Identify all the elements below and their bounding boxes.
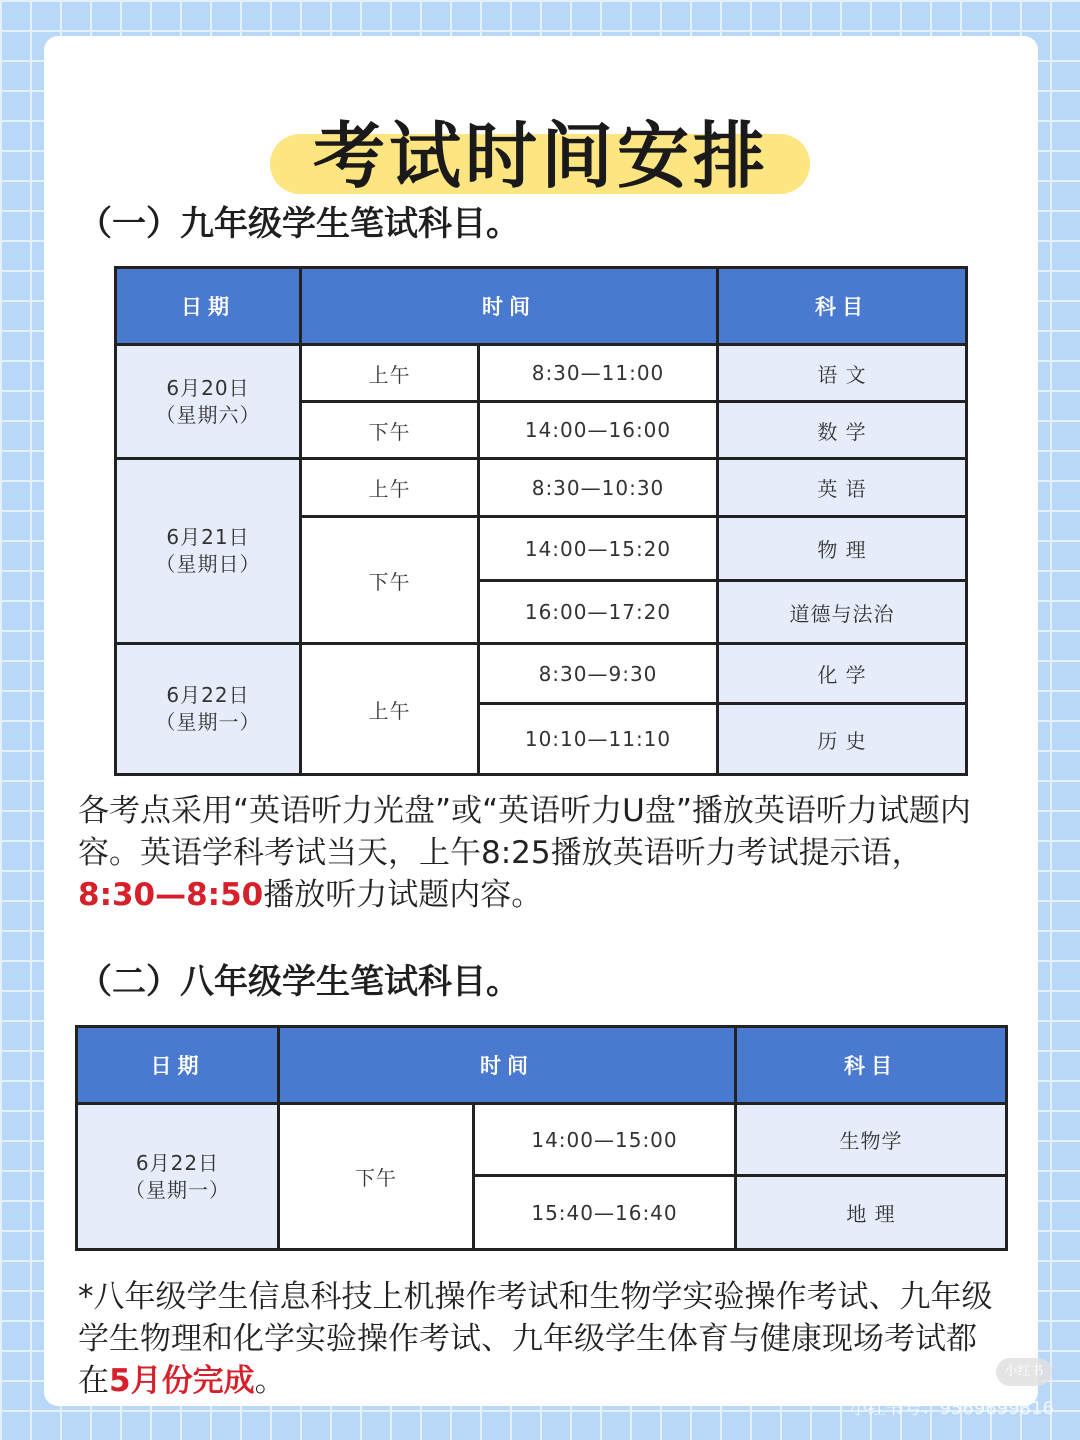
time-cell: 8:30—11:00	[479, 345, 718, 402]
table-row	[116, 459, 967, 517]
date-cell	[116, 459, 301, 644]
date-cell	[116, 644, 301, 775]
period-cell: 下午	[301, 402, 479, 459]
period-cell: 上午	[301, 644, 479, 775]
xiaohongshu-logo: 小红书	[996, 1358, 1052, 1386]
weekday-text: （星期一）	[125, 1177, 230, 1202]
time-cell: 14:00—16:00	[479, 402, 718, 459]
date-text: 6月22日	[135, 1150, 220, 1175]
subject-cell: 数 学	[718, 402, 967, 459]
time-cell: 8:30—9:30	[479, 644, 718, 704]
weekday-text: （星期六）	[155, 402, 261, 427]
subject-cell: 语 文	[718, 345, 967, 402]
note-text: *八年级学生信息科技上机操作考试和生物学实验操作考试、九年级学生物理和化学实验操作考试、九年级学生体育与健康现场考试都在	[78, 1279, 993, 1399]
table-row	[116, 345, 967, 402]
date-cell	[77, 1104, 279, 1250]
subject-cell: 英 语	[718, 459, 967, 517]
period-cell: 上午	[301, 345, 479, 402]
header-time: 时间	[279, 1027, 736, 1104]
date-cell	[116, 345, 301, 459]
table-header-row	[116, 268, 967, 345]
period-cell: 下午	[301, 517, 479, 644]
subject-cell: 历 史	[718, 704, 967, 775]
section1-heading: （一）九年级学生笔试科目。	[78, 204, 520, 244]
header-date: 日期	[77, 1027, 279, 1104]
period-cell: 下午	[279, 1104, 474, 1250]
time-cell: 14:00—15:20	[479, 517, 718, 581]
subject-cell: 物 理	[718, 517, 967, 581]
section2-heading: （二）八年级学生笔试科目。	[78, 962, 520, 1002]
time-cell: 16:00—17:20	[479, 581, 718, 644]
grade8-schedule-table	[75, 1025, 1008, 1251]
table-row	[116, 644, 967, 704]
time-cell: 15:40—16:40	[474, 1176, 736, 1250]
title-area	[44, 76, 1038, 196]
subject-cell: 道德与法治	[718, 581, 967, 644]
table-row	[77, 1104, 1007, 1176]
subject-cell: 地 理	[736, 1176, 1007, 1250]
note-text: 播放听力试题内容。	[263, 877, 543, 913]
grade9-schedule-table	[114, 266, 968, 776]
time-cell: 10:10—11:10	[479, 704, 718, 775]
section2-note	[78, 1276, 998, 1402]
subject-cell: 生物学	[736, 1104, 1007, 1176]
note-text: 。	[254, 1363, 286, 1399]
header-subject: 科目	[718, 268, 967, 345]
note-text: 各考点采用“英语听力光盘”或“英语听力U盘”播放英语听力试题内容。英语学科考试当天，上午8:25播放英语听力考试提示语，	[78, 793, 971, 871]
table-header-row	[77, 1027, 1007, 1104]
header-date: 日期	[116, 268, 301, 345]
watermark: 小红书号：9569699816	[849, 1398, 1054, 1419]
date-text: 6月21日	[166, 525, 250, 549]
page-title: 考试时间安排	[312, 114, 769, 198]
subject-cell: 化 学	[718, 644, 967, 704]
date-text: 6月22日	[166, 683, 250, 707]
time-cell: 14:00—15:00	[474, 1104, 736, 1176]
header-subject: 科目	[736, 1027, 1007, 1104]
period-cell: 上午	[301, 459, 479, 517]
section1-note	[78, 790, 998, 916]
weekday-text: （星期日）	[155, 552, 261, 576]
time-cell: 8:30—10:30	[479, 459, 718, 517]
header-time: 时间	[301, 268, 718, 345]
weekday-text: （星期一）	[155, 710, 261, 734]
note-highlight: 8:30—8:50	[78, 877, 264, 913]
date-text: 6月20日	[166, 375, 250, 400]
note-highlight: 5月份完成	[109, 1363, 255, 1399]
content-card	[44, 36, 1038, 1406]
